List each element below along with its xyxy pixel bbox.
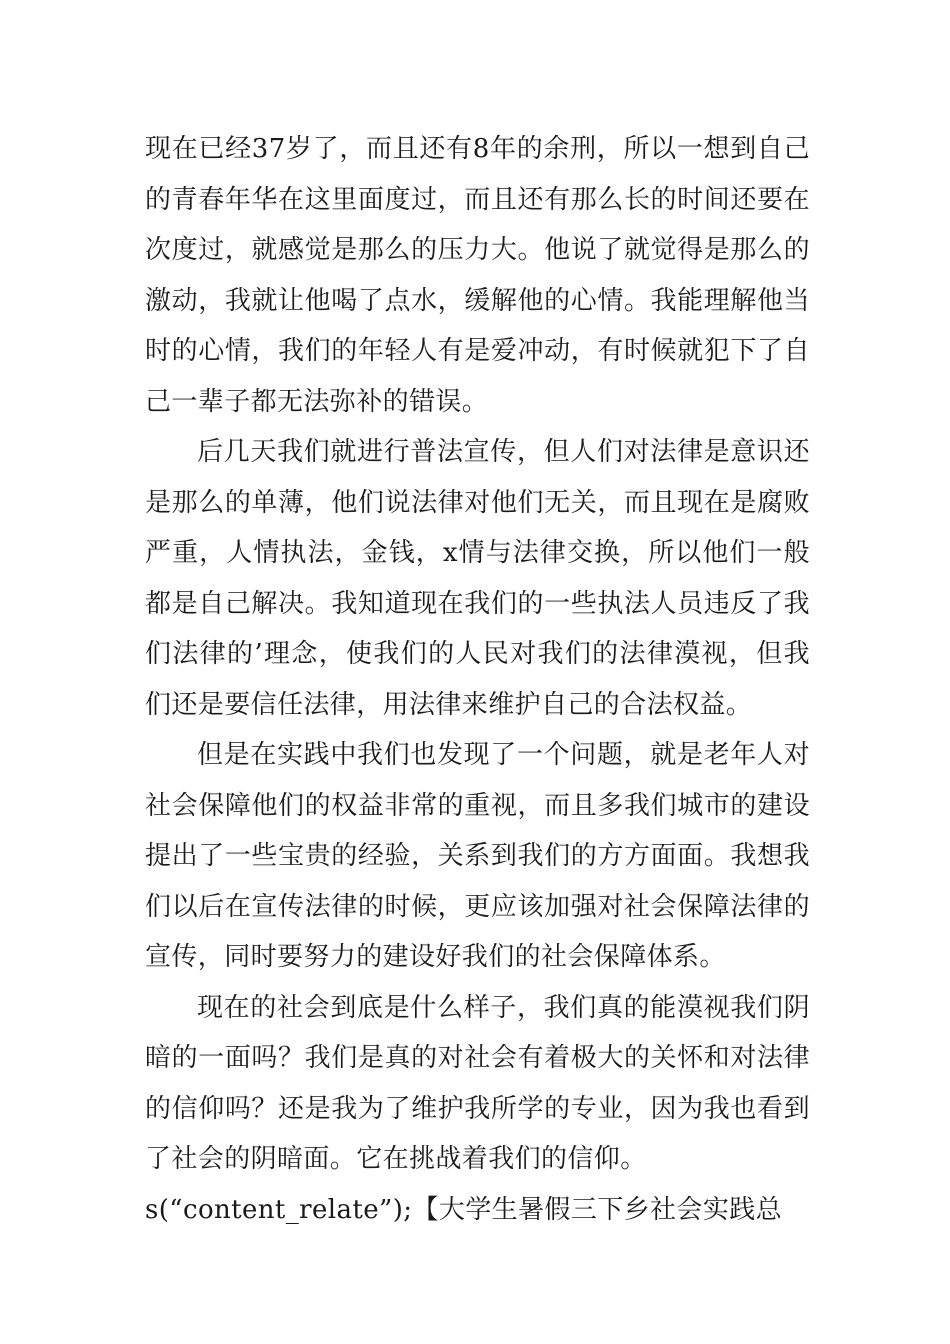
document-body	[145, 124, 810, 1235]
paragraph-3: 但是在实践中我们也发现了一个问题，就是老年人对社会保障他们的权益非常的重视，而且多我们城市的建设提出了一些宝贵的经验，关系到我们的方方面面。我想我们以后在宣传法律的时候，更应该加强对社会保障法律的宣传，同时要努力的建设好我们的社会保障体系。	[145, 740, 810, 972]
truncated-script-line: s(“content_relate”);【大学生暑假三下乡社会实践总	[145, 1194, 783, 1225]
paragraph-1: 现在已经37岁了，而且还有8年的余刑，所以一想到自己的青春年华在这里面度过，而且还有那么长的时间还要在次度过，就感觉是那么的压力大。他说了就觉得是那么的激动，我就让他喝了点水，缓解他的心情。我能理解他当时的心情，我们的年轻人有是爱冲动，有时候就犯下了自己一辈子都无法弥补的错误。	[145, 134, 810, 417]
paragraph-4: 现在的社会到底是什么样子，我们真的能漠视我们阴暗的一面吗？我们是真的对社会有着极大的关怀和对法律的信仰吗？还是我为了维护我所学的专业，因为我也看到了社会的阴暗面。它在挑战着我们的信仰。	[145, 992, 810, 1174]
paragraph-2: 后几天我们就进行普法宣传，但人们对法律是意识还是那么的单薄，他们说法律对他们无关，而且现在是腐败严重，人情执法，金钱，x情与法律交换，所以他们一般都是自己解决。我知道现在我们的一些执法人员违反了我们法律的’理念，使我们的人民对我们的法律漠视，但我们还是要信任法律，用法律来维护自己的合法权益。	[145, 437, 810, 720]
